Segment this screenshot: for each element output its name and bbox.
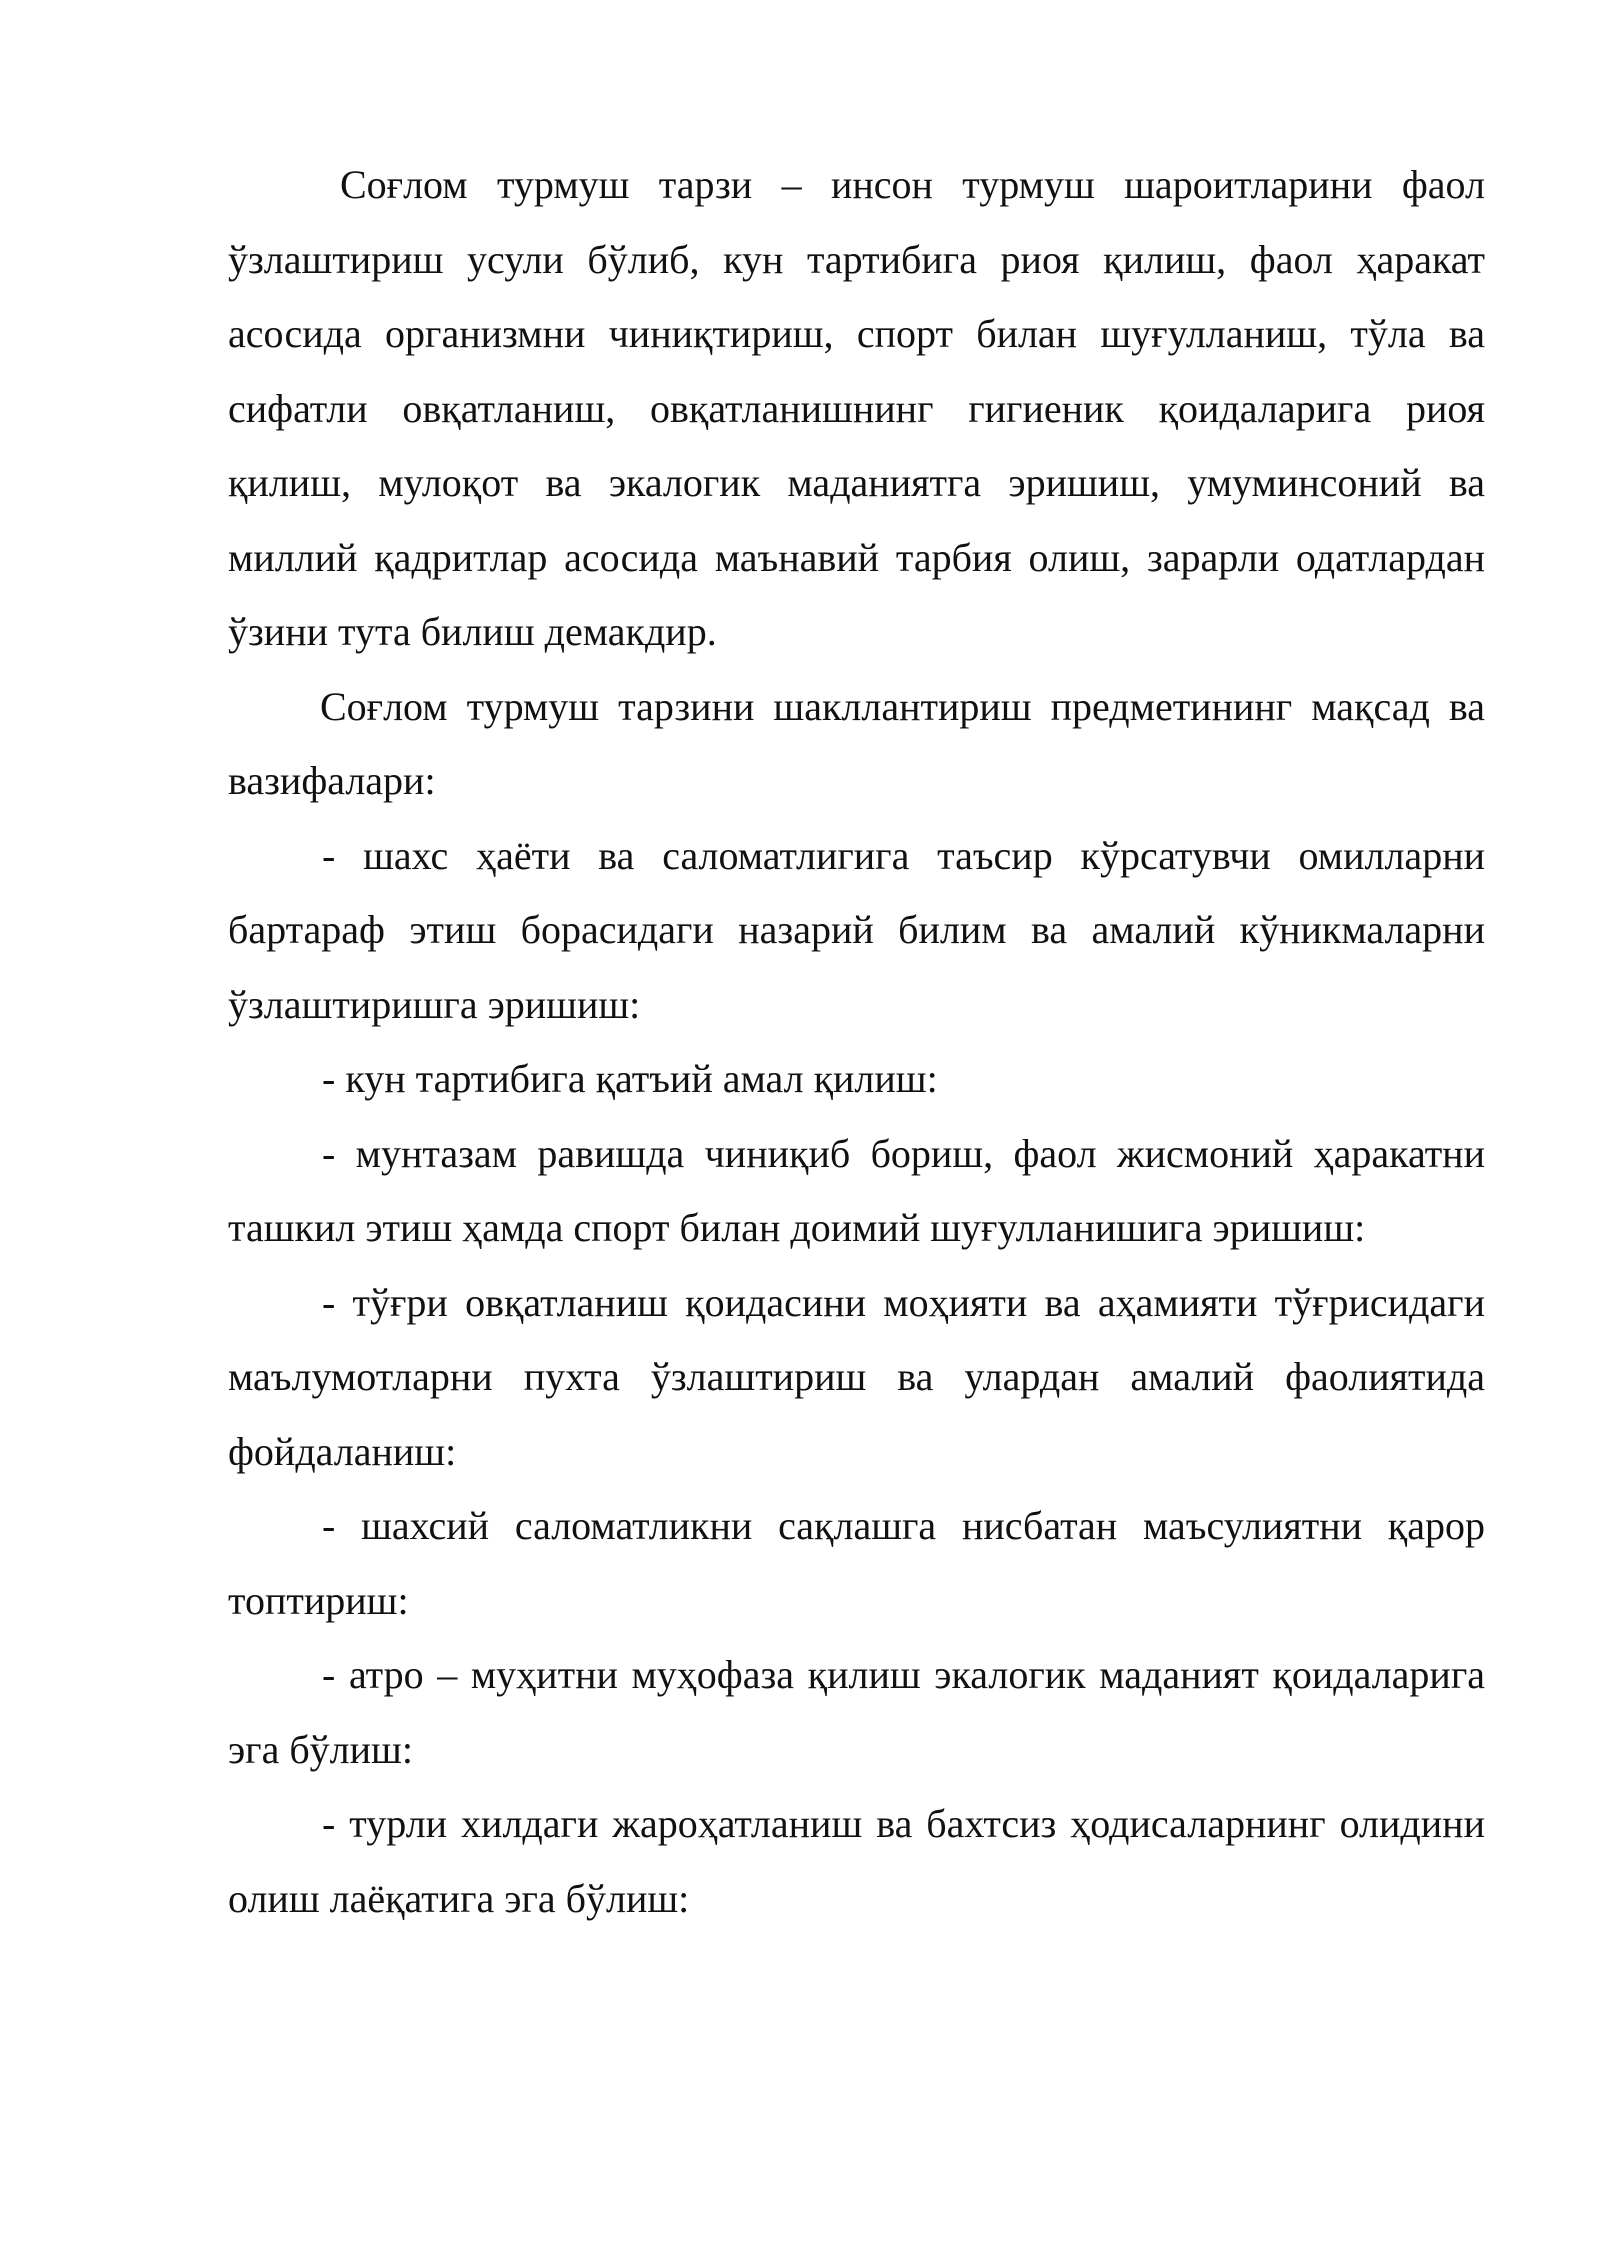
definition-paragraph: Соғлом турмуш тарзи – инсон турмуш шароитларини фаол ўзлаштириш усули бўлиб, кун тартибига риоя қилиш, фаол ҳаракат асосида организмни чиниқтириш, спорт билан шуғулланиш, тўла ва сифатли овқатланиш, овқатланишнинг гигиеник қоидаларига риоя қилиш, мулоқот ва экалогик маданиятга эришиш, умуминсоний ва миллий қадритлар асосида маънавий тарбия олиш, зарарли одатлардан ўзини тута билиш демакдир. — [228, 162, 1485, 654]
list-item: - турли хилдаги жароҳатланиш ва бахтсиз ҳодисаларнинг олидини олиш лаёқатига эга бўлиш: — [228, 1801, 1485, 1921]
list-item: - тўғри овқатланиш қоидасини моҳияти ва аҳамияти тўғрисидаги маълумотларни пухта ўзлаштириш ва улардан амалий фаолиятида фойдаланиш: — [228, 1279, 1485, 1474]
document-body — [228, 148, 1485, 1936]
goals-heading-paragraph: Соғлом турмуш тарзини шакллантириш предметининг мақсад ва вазифалари: — [228, 683, 1485, 803]
list-item: - атро – муҳитни муҳофаза қилиш экалогик маданият қоидаларига эга бўлиш: — [228, 1652, 1485, 1772]
list-item: - кун тартибига қатъий амал қилиш: — [322, 1056, 938, 1101]
list-item: - шахсий саломатликни сақлашга нисбатан маъсулиятни қарор топтириш: — [228, 1503, 1485, 1623]
list-item: - мунтазам равишда чиниқиб бориш, фаол жисмоний ҳаракатни ташкил этиш ҳамда спорт билан доимий шуғулланишига эришиш: — [228, 1130, 1485, 1250]
list-item: - шахс ҳаёти ва саломатлигига таъсир кўрсатувчи омилларни бартараф этиш борасидаги назарий билим ва амалий кўникмаларни ўзлаштиришга эришиш: — [228, 832, 1485, 1027]
